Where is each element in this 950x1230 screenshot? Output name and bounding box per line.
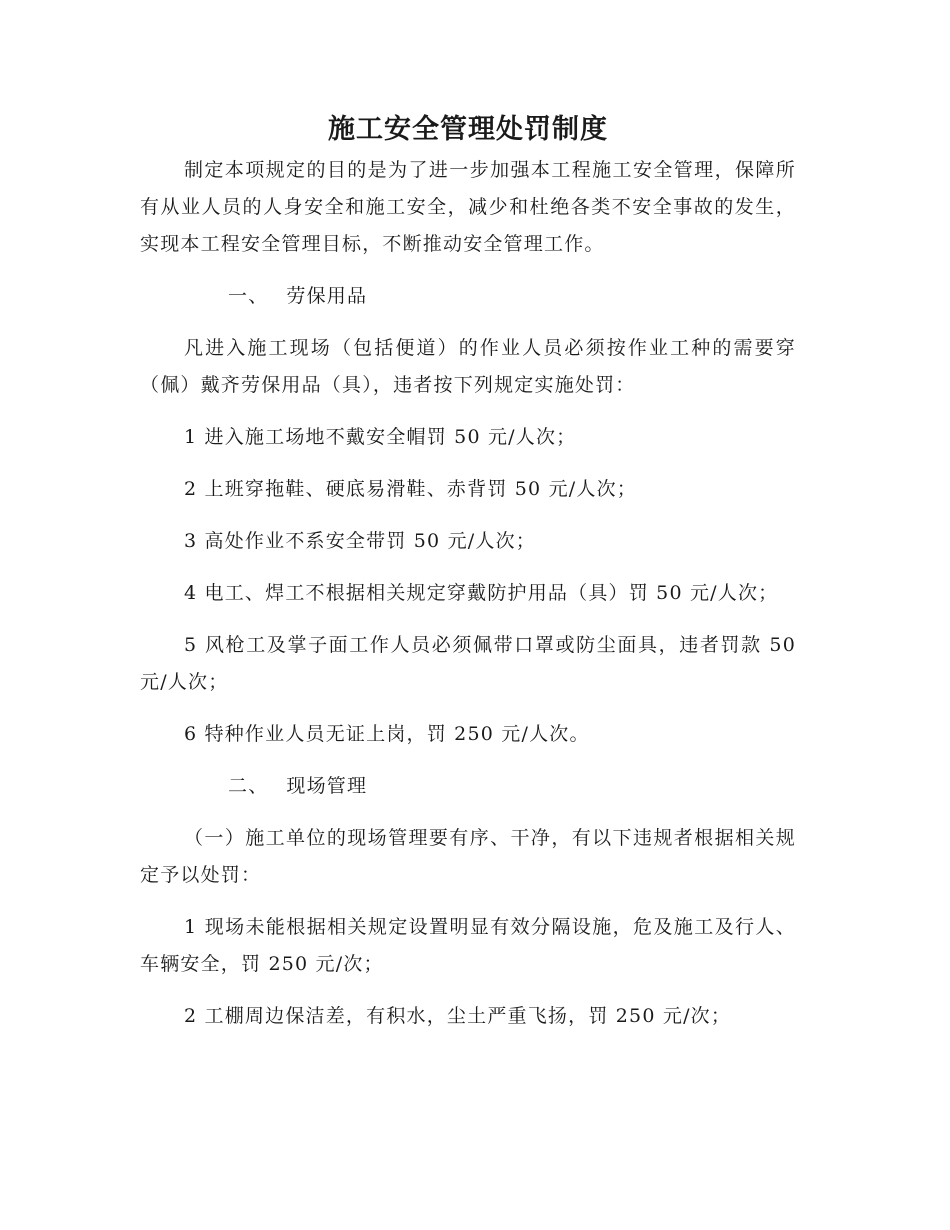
- section-2-lead: （一）施工单位的现场管理要有序、干净，有以下违规者根据相关规定予以处罚：: [140, 827, 796, 886]
- section-2-item-2: 2 工棚周边保洁差，有积水，尘土严重飞扬，罚 250 元/次；: [184, 1005, 732, 1027]
- section-1-item-1: 1 进入施工场地不戴安全帽罚 50 元/人次；: [184, 426, 577, 448]
- section-1-number: 一、: [228, 285, 269, 307]
- section-1-item-5: 5 风枪工及掌子面工作人员必须佩带口罩或防尘面具，违者罚款 50 元/人次；: [140, 634, 796, 693]
- section-1-item-6: 6 特种作业人员无证上岗，罚 250 元/人次。: [184, 723, 590, 745]
- section-1-item-4: 4 电工、焊工不根据相关规定穿戴防护用品（具）罚 50 元/人次；: [184, 582, 779, 604]
- section-2-heading: [140, 768, 796, 805]
- section-1-title: 劳保用品: [286, 285, 368, 307]
- document-page: [140, 110, 796, 1050]
- document-title: 施工安全管理处罚制度: [328, 114, 608, 145]
- section-1-item-2: 2 上班穿拖鞋、硬底易滑鞋、赤背罚 50 元/人次；: [184, 478, 637, 500]
- section-1-lead: 凡进入施工现场（包括便道）的作业人员必须按作业工种的需要穿（佩）戴齐劳保用品（具），违者按下列规定实施处罚：: [140, 337, 796, 396]
- section-2-title: 现场管理: [286, 775, 368, 797]
- intro-paragraph: 制定本项规定的目的是为了进一步加强本工程施工安全管理，保障所有从业人员的人身安全和施工安全，减少和杜绝各类不安全事故的发生，实现本工程安全管理目标，不断推动安全管理工作。: [140, 159, 796, 255]
- section-1-item-3: 3 高处作业不系安全带罚 50 元/人次；: [184, 530, 536, 552]
- section-1-heading: [140, 278, 796, 315]
- section-2-item-1: 1 现场未能根据相关规定设置明显有效分隔设施，危及施工及行人、车辆安全，罚 250 元/次；: [140, 916, 796, 975]
- section-2-number: 二、: [228, 775, 269, 797]
